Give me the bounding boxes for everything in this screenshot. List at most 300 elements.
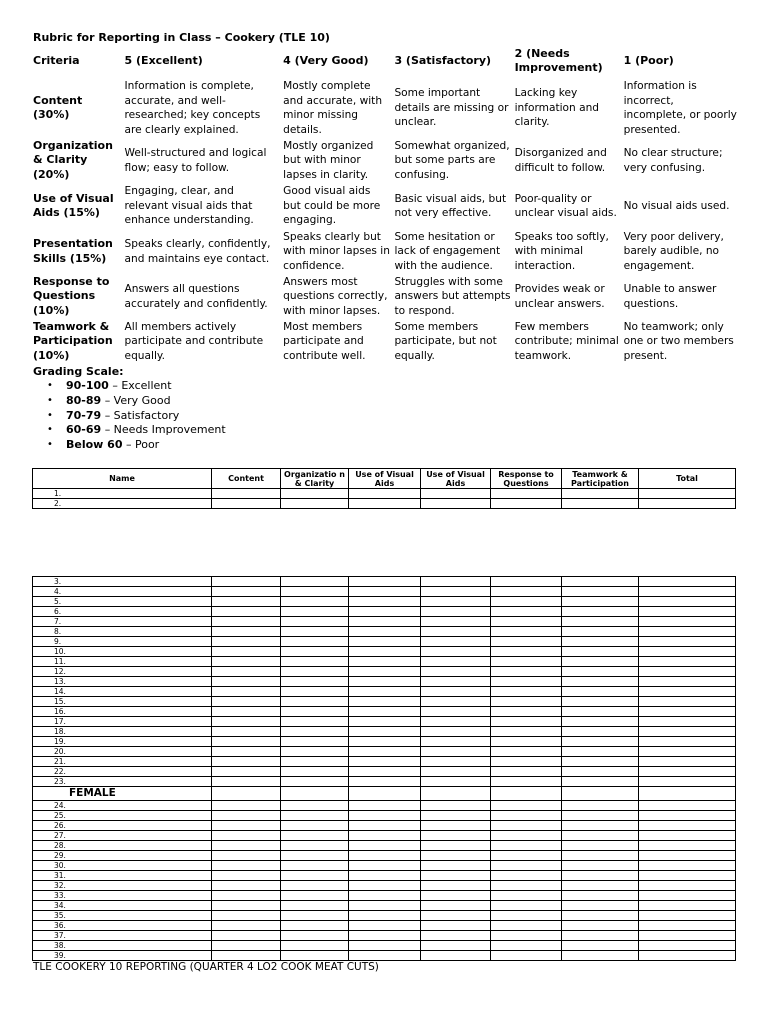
score-cell[interactable]: [281, 667, 349, 677]
score-cell[interactable]: [421, 841, 491, 851]
score-cell[interactable]: [562, 901, 639, 911]
score-cell[interactable]: [281, 577, 349, 587]
score-cell[interactable]: [639, 831, 736, 841]
score-cell[interactable]: [421, 831, 491, 841]
score-cell[interactable]: [639, 821, 736, 831]
score-cell[interactable]: [421, 667, 491, 677]
score-cell[interactable]: [562, 801, 639, 811]
score-cell[interactable]: [212, 767, 281, 777]
score-cell[interactable]: [349, 667, 421, 677]
student-number: 22.: [33, 767, 212, 777]
score-cell[interactable]: [491, 647, 562, 657]
score-cell[interactable]: [639, 667, 736, 677]
score-cell[interactable]: [491, 489, 562, 499]
score-cell[interactable]: [491, 697, 562, 707]
score-cell[interactable]: [421, 777, 491, 787]
score-cell[interactable]: [639, 861, 736, 871]
score-cell[interactable]: [281, 627, 349, 637]
score-cell[interactable]: [421, 647, 491, 657]
score-cell[interactable]: [421, 801, 491, 811]
score-cell[interactable]: [281, 821, 349, 831]
score-cell[interactable]: [491, 737, 562, 747]
score-cell[interactable]: [562, 871, 639, 881]
score-cell[interactable]: [212, 617, 281, 627]
score-cell[interactable]: [212, 871, 281, 881]
score-cell[interactable]: [421, 871, 491, 881]
score-cell[interactable]: [349, 607, 421, 617]
score-cell[interactable]: [212, 627, 281, 637]
score-cell[interactable]: [491, 499, 562, 509]
score-cell[interactable]: [491, 921, 562, 931]
score-cell[interactable]: [212, 821, 281, 831]
score-cell[interactable]: [212, 717, 281, 727]
score-cell[interactable]: [349, 697, 421, 707]
score-cell[interactable]: [421, 587, 491, 597]
score-cell[interactable]: [421, 597, 491, 607]
document-title: Rubric for Reporting in Class – Cookery (TLE 10): [33, 31, 330, 44]
score-cell[interactable]: [491, 831, 562, 841]
score-cell[interactable]: [491, 941, 562, 951]
score-cell[interactable]: [349, 801, 421, 811]
score-cell[interactable]: [491, 577, 562, 587]
score-cell[interactable]: [421, 921, 491, 931]
score-cell[interactable]: [639, 617, 736, 627]
score-cell[interactable]: [349, 499, 421, 509]
score-cell[interactable]: [281, 767, 349, 777]
score-cell[interactable]: [212, 831, 281, 841]
score-cell[interactable]: [491, 677, 562, 687]
score-cell[interactable]: [562, 617, 639, 627]
score-cell[interactable]: [349, 777, 421, 787]
rubric-cell: Good visual aids but could be more engaging.: [283, 185, 381, 227]
score-cell[interactable]: [281, 871, 349, 881]
score-cell[interactable]: [212, 597, 281, 607]
score-cell[interactable]: [421, 607, 491, 617]
score-cell[interactable]: [421, 891, 491, 901]
student-number: 7.: [33, 617, 212, 627]
score-cell[interactable]: [281, 717, 349, 727]
score-cell[interactable]: [212, 489, 281, 499]
score-cell[interactable]: [212, 677, 281, 687]
score-cell[interactable]: [639, 871, 736, 881]
score-cell[interactable]: [281, 921, 349, 931]
score-cell[interactable]: [212, 851, 281, 861]
score-cell[interactable]: [349, 647, 421, 657]
score-cell[interactable]: [349, 831, 421, 841]
score-cell[interactable]: [349, 891, 421, 901]
score-cell[interactable]: [349, 717, 421, 727]
score-cell[interactable]: [562, 811, 639, 821]
score-cell[interactable]: [562, 499, 639, 509]
score-cell[interactable]: [281, 707, 349, 717]
score-cell[interactable]: [639, 931, 736, 941]
score-cell[interactable]: [349, 737, 421, 747]
score-cell[interactable]: [639, 489, 736, 499]
score-cell[interactable]: [639, 941, 736, 951]
score-cell[interactable]: [421, 757, 491, 767]
score-cell[interactable]: [491, 841, 562, 851]
score-cell[interactable]: [562, 577, 639, 587]
score-cell[interactable]: [281, 677, 349, 687]
score-cell[interactable]: [212, 727, 281, 737]
score-cell[interactable]: [349, 677, 421, 687]
score-cell[interactable]: [281, 831, 349, 841]
score-cell[interactable]: [562, 637, 639, 647]
score-cell[interactable]: [212, 757, 281, 767]
table-row: [33, 717, 736, 727]
score-cell[interactable]: [639, 717, 736, 727]
score-cell[interactable]: [639, 841, 736, 851]
score-cell[interactable]: [562, 737, 639, 747]
score-cell[interactable]: [212, 801, 281, 811]
score-cell[interactable]: [421, 901, 491, 911]
score-cell[interactable]: [639, 737, 736, 747]
score-cell[interactable]: [212, 587, 281, 597]
score-cell[interactable]: [421, 861, 491, 871]
score-cell[interactable]: [349, 687, 421, 697]
score-cell[interactable]: [421, 489, 491, 499]
score-cell[interactable]: [349, 637, 421, 647]
score-cell[interactable]: [491, 851, 562, 861]
grade-header-content: Content: [212, 469, 281, 489]
score-cell[interactable]: [212, 577, 281, 587]
score-cell[interactable]: [562, 489, 639, 499]
score-cell[interactable]: [212, 777, 281, 787]
score-cell[interactable]: [212, 737, 281, 747]
score-cell[interactable]: [281, 647, 349, 657]
score-cell[interactable]: [639, 891, 736, 901]
score-cell[interactable]: [349, 727, 421, 737]
score-cell[interactable]: [349, 921, 421, 931]
score-cell[interactable]: [212, 747, 281, 757]
score-cell[interactable]: [349, 577, 421, 587]
student-number: 30.: [33, 861, 212, 871]
score-cell[interactable]: [639, 647, 736, 657]
score-cell[interactable]: [421, 767, 491, 777]
score-cell[interactable]: [212, 657, 281, 667]
table-row: [33, 607, 736, 617]
score-cell[interactable]: [349, 821, 421, 831]
score-cell[interactable]: [349, 931, 421, 941]
score-cell[interactable]: [421, 627, 491, 637]
score-cell[interactable]: [562, 941, 639, 951]
score-cell[interactable]: [281, 901, 349, 911]
score-cell[interactable]: [562, 851, 639, 861]
score-cell[interactable]: [562, 841, 639, 851]
score-cell[interactable]: [421, 717, 491, 727]
score-cell[interactable]: [639, 727, 736, 737]
female-label: FEMALE: [33, 787, 212, 801]
score-cell[interactable]: [639, 951, 736, 961]
score-cell[interactable]: [421, 881, 491, 891]
score-cell[interactable]: [212, 637, 281, 647]
score-cell[interactable]: [562, 767, 639, 777]
score-cell[interactable]: [639, 587, 736, 597]
score-cell[interactable]: [491, 767, 562, 777]
rubric-header-needs-improvement: 2 (Needs Improvement): [514, 46, 603, 74]
score-cell[interactable]: [562, 727, 639, 737]
score-cell[interactable]: [562, 587, 639, 597]
score-cell[interactable]: [562, 921, 639, 931]
score-cell[interactable]: [349, 851, 421, 861]
score-cell[interactable]: [349, 757, 421, 767]
score-cell[interactable]: [212, 861, 281, 871]
score-cell[interactable]: [491, 901, 562, 911]
score-cell[interactable]: [349, 707, 421, 717]
score-cell[interactable]: [491, 637, 562, 647]
score-cell[interactable]: [639, 687, 736, 697]
rubric-header-poor: 1 (Poor): [623, 53, 674, 67]
score-cell[interactable]: [562, 687, 639, 697]
score-cell[interactable]: [491, 657, 562, 667]
score-cell[interactable]: [562, 861, 639, 871]
score-cell[interactable]: [491, 911, 562, 921]
score-cell[interactable]: [491, 861, 562, 871]
score-cell[interactable]: [281, 737, 349, 747]
score-cell[interactable]: [281, 841, 349, 851]
score-cell[interactable]: [281, 727, 349, 737]
score-cell[interactable]: [491, 891, 562, 901]
grading-scale: [33, 364, 226, 453]
score-cell[interactable]: [421, 617, 491, 627]
score-cell[interactable]: [562, 777, 639, 787]
score-cell[interactable]: [639, 577, 736, 587]
score-cell[interactable]: [281, 597, 349, 607]
score-cell[interactable]: [562, 697, 639, 707]
score-cell[interactable]: [349, 881, 421, 891]
score-cell[interactable]: [349, 871, 421, 881]
score-cell[interactable]: [212, 687, 281, 697]
score-cell[interactable]: [212, 607, 281, 617]
rubric-header-very-good: 4 (Very Good): [283, 53, 369, 67]
score-cell[interactable]: [562, 881, 639, 891]
score-cell[interactable]: [562, 757, 639, 767]
score-cell[interactable]: [491, 871, 562, 881]
score-cell[interactable]: [212, 707, 281, 717]
score-cell[interactable]: [281, 931, 349, 941]
score-cell[interactable]: [639, 921, 736, 931]
score-cell[interactable]: [212, 891, 281, 901]
score-cell[interactable]: [349, 747, 421, 757]
score-cell[interactable]: [491, 801, 562, 811]
score-cell[interactable]: [421, 677, 491, 687]
student-number: 29.: [33, 851, 212, 861]
score-cell[interactable]: [562, 707, 639, 717]
score-cell[interactable]: [281, 811, 349, 821]
score-cell[interactable]: [421, 687, 491, 697]
score-cell[interactable]: [639, 777, 736, 787]
score-cell[interactable]: [639, 657, 736, 667]
score-cell[interactable]: [421, 697, 491, 707]
score-cell[interactable]: [281, 697, 349, 707]
score-cell[interactable]: [421, 911, 491, 921]
score-cell[interactable]: [349, 861, 421, 871]
score-cell[interactable]: [562, 607, 639, 617]
score-cell[interactable]: [639, 607, 736, 617]
score-cell[interactable]: [281, 617, 349, 627]
score-cell[interactable]: [491, 951, 562, 961]
score-cell[interactable]: [421, 821, 491, 831]
score-cell[interactable]: [491, 687, 562, 697]
score-cell[interactable]: [562, 951, 639, 961]
score-cell[interactable]: [349, 617, 421, 627]
score-cell[interactable]: [562, 821, 639, 831]
score-cell[interactable]: [639, 851, 736, 861]
score-cell[interactable]: [421, 727, 491, 737]
score-cell[interactable]: [349, 657, 421, 667]
score-cell[interactable]: [491, 607, 562, 617]
score-cell[interactable]: [349, 951, 421, 961]
score-cell[interactable]: [491, 757, 562, 767]
score-cell[interactable]: [212, 499, 281, 509]
score-cell[interactable]: [212, 647, 281, 657]
score-cell[interactable]: [421, 707, 491, 717]
score-cell[interactable]: [639, 637, 736, 647]
grade-table-top: [32, 468, 736, 509]
score-cell[interactable]: [281, 881, 349, 891]
score-cell[interactable]: [562, 717, 639, 727]
table-row: [33, 587, 736, 597]
score-cell[interactable]: [562, 627, 639, 637]
score-cell[interactable]: [281, 657, 349, 667]
score-cell[interactable]: [349, 911, 421, 921]
score-cell[interactable]: [491, 821, 562, 831]
score-cell[interactable]: [349, 627, 421, 637]
score-cell[interactable]: [562, 891, 639, 901]
score-cell[interactable]: [349, 587, 421, 597]
score-cell[interactable]: [281, 489, 349, 499]
score-cell[interactable]: [421, 499, 491, 509]
score-cell[interactable]: [562, 931, 639, 941]
score-cell[interactable]: [212, 921, 281, 931]
score-cell[interactable]: [491, 627, 562, 637]
score-cell[interactable]: [421, 851, 491, 861]
score-cell[interactable]: [421, 637, 491, 647]
grading-scale-item: [47, 438, 226, 453]
score-cell[interactable]: [349, 941, 421, 951]
score-cell[interactable]: [281, 951, 349, 961]
score-cell[interactable]: [562, 597, 639, 607]
score-cell[interactable]: [212, 811, 281, 821]
score-cell[interactable]: [639, 801, 736, 811]
score-cell[interactable]: [421, 931, 491, 941]
score-cell[interactable]: [212, 667, 281, 677]
score-cell[interactable]: [562, 677, 639, 687]
score-cell[interactable]: [562, 657, 639, 667]
table-row: [33, 841, 736, 851]
score-cell[interactable]: [281, 747, 349, 757]
score-cell[interactable]: [281, 941, 349, 951]
score-cell[interactable]: [491, 707, 562, 717]
score-cell[interactable]: [639, 627, 736, 637]
table-row: [33, 901, 736, 911]
score-cell[interactable]: [491, 617, 562, 627]
score-cell[interactable]: [639, 697, 736, 707]
score-cell[interactable]: [212, 841, 281, 851]
student-number: 23.: [33, 777, 212, 787]
score-cell[interactable]: [421, 941, 491, 951]
score-cell[interactable]: [281, 499, 349, 509]
score-cell[interactable]: [212, 697, 281, 707]
score-cell[interactable]: [639, 499, 736, 509]
score-cell[interactable]: [491, 811, 562, 821]
score-cell[interactable]: [639, 757, 736, 767]
student-number: 26.: [33, 821, 212, 831]
score-cell[interactable]: [562, 747, 639, 757]
score-cell[interactable]: [212, 941, 281, 951]
score-cell[interactable]: [281, 891, 349, 901]
score-cell[interactable]: [639, 911, 736, 921]
score-cell[interactable]: [349, 901, 421, 911]
score-cell[interactable]: [491, 881, 562, 891]
rubric-header-satisfactory: 3 (Satisfactory): [394, 53, 492, 67]
score-cell[interactable]: [281, 637, 349, 647]
score-cell[interactable]: [281, 587, 349, 597]
score-cell[interactable]: [281, 607, 349, 617]
score-cell[interactable]: [639, 767, 736, 777]
score-cell[interactable]: [562, 647, 639, 657]
table-row: [33, 821, 736, 831]
rubric-criteria: Content (30%): [33, 93, 83, 121]
score-cell[interactable]: [639, 881, 736, 891]
score-cell[interactable]: [639, 707, 736, 717]
score-cell[interactable]: [639, 597, 736, 607]
score-cell[interactable]: [491, 727, 562, 737]
score-cell[interactable]: [421, 811, 491, 821]
score-cell[interactable]: [281, 911, 349, 921]
score-cell[interactable]: [281, 861, 349, 871]
score-cell[interactable]: [421, 657, 491, 667]
score-cell[interactable]: [212, 951, 281, 961]
rubric-cell: Information is incorrect, incomplete, or poorly presented.: [623, 80, 737, 136]
score-cell[interactable]: [349, 597, 421, 607]
score-cell[interactable]: [491, 717, 562, 727]
score-cell[interactable]: [212, 911, 281, 921]
score-cell[interactable]: [491, 747, 562, 757]
score-cell[interactable]: [212, 931, 281, 941]
score-cell[interactable]: [212, 901, 281, 911]
score-cell[interactable]: [639, 747, 736, 757]
score-cell[interactable]: [421, 577, 491, 587]
score-cell[interactable]: [349, 489, 421, 499]
score-cell[interactable]: [491, 777, 562, 787]
table-row: [33, 647, 736, 657]
score-cell[interactable]: [491, 597, 562, 607]
score-cell[interactable]: [349, 811, 421, 821]
score-cell[interactable]: [281, 777, 349, 787]
score-cell[interactable]: [281, 757, 349, 767]
score-cell[interactable]: [281, 801, 349, 811]
score-cell[interactable]: [421, 737, 491, 747]
rubric-cell: Some members participate, but not equally.: [394, 320, 497, 362]
score-cell[interactable]: [421, 747, 491, 757]
score-cell[interactable]: [562, 911, 639, 921]
score-cell[interactable]: [212, 881, 281, 891]
score-cell[interactable]: [639, 811, 736, 821]
score-cell[interactable]: [491, 587, 562, 597]
score-cell[interactable]: [349, 841, 421, 851]
score-cell[interactable]: [281, 687, 349, 697]
score-cell[interactable]: [491, 931, 562, 941]
score-cell[interactable]: [349, 767, 421, 777]
score-cell[interactable]: [639, 901, 736, 911]
score-cell[interactable]: [281, 851, 349, 861]
score-cell[interactable]: [639, 677, 736, 687]
score-cell[interactable]: [491, 667, 562, 677]
score-cell[interactable]: [562, 831, 639, 841]
score-cell[interactable]: [562, 667, 639, 677]
score-cell[interactable]: [421, 951, 491, 961]
